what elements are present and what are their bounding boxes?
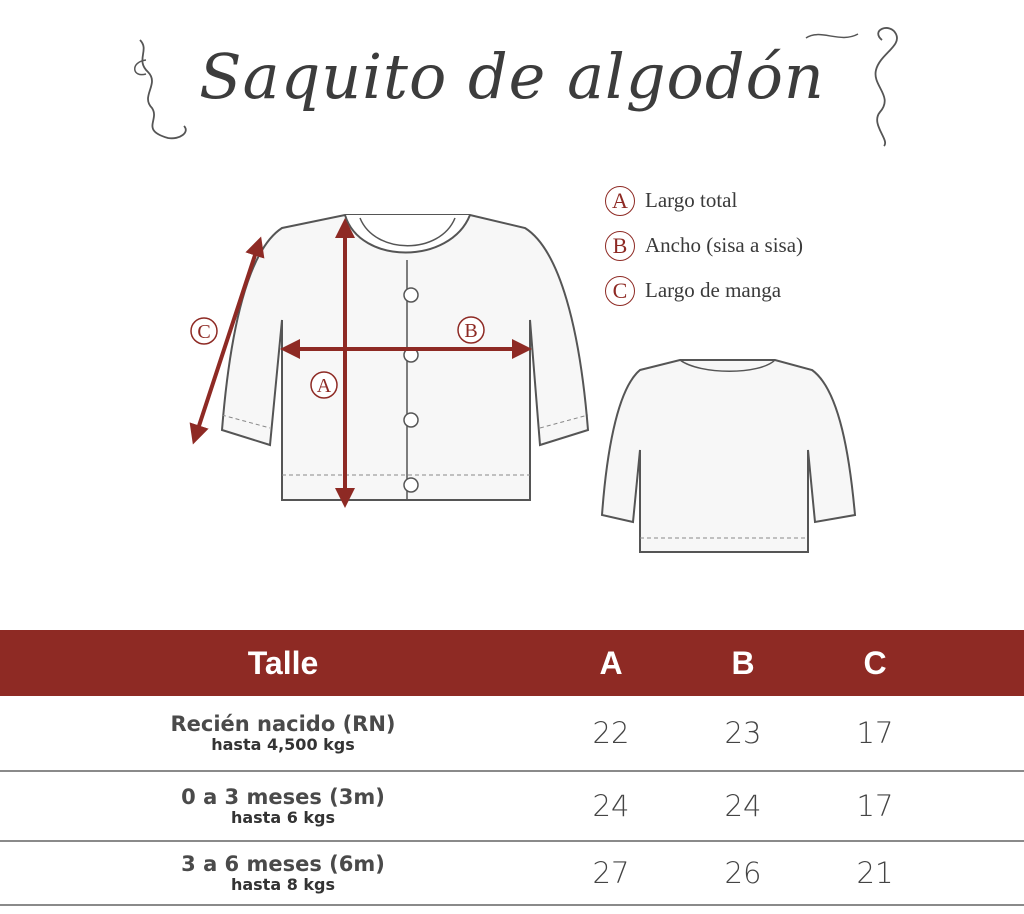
legend-item-c — [605, 268, 803, 313]
value-b: 26 — [656, 841, 830, 905]
value-b: 24 — [656, 771, 830, 841]
value-c: 17 — [830, 771, 920, 841]
table-row — [0, 696, 1024, 771]
value-a: 22 — [566, 696, 656, 771]
header-a: A — [599, 644, 623, 681]
table-row — [0, 771, 1024, 841]
value-a: 24 — [566, 771, 656, 841]
size-table — [0, 630, 1024, 906]
value-b: 23 — [656, 696, 830, 771]
value-c: 21 — [830, 841, 920, 905]
header-b: B — [731, 644, 755, 681]
size-name: 3 a 6 meses (6m) — [181, 852, 385, 876]
size-weight: hasta 8 kgs — [230, 875, 336, 894]
table-row — [0, 841, 1024, 905]
legend-label: Ancho (sisa a sisa) — [645, 233, 804, 257]
back-jacket-illustration — [602, 360, 855, 552]
value-c: 17 — [830, 696, 920, 771]
measurement-legend — [605, 178, 803, 313]
legend-letter: B — [605, 231, 635, 261]
size-name: 0 a 3 meses (3m) — [181, 785, 385, 809]
value-a: 27 — [566, 841, 656, 905]
legend-letter: A — [605, 186, 635, 216]
legend-item-a — [605, 178, 803, 223]
size-weight: hasta 6 kgs — [230, 808, 336, 827]
title-area — [0, 0, 1024, 160]
measure-b-label: B — [464, 320, 478, 342]
legend-item-b — [605, 223, 803, 268]
size-name: Recién nacido (RN) — [170, 712, 396, 736]
size-weight: hasta 4,500 kgs — [211, 735, 355, 754]
legend-letter: C — [605, 276, 635, 306]
table-header-row — [0, 630, 1024, 696]
measure-c-label: C — [197, 321, 211, 343]
front-jacket-illustration — [222, 215, 588, 500]
measure-a-label: A — [316, 375, 332, 397]
legend-label: Largo de manga — [645, 278, 782, 302]
header-c: C — [863, 644, 887, 681]
page-title: Saquito de algodón — [199, 40, 825, 113]
legend-label: Largo total — [645, 188, 738, 212]
header-talle: Talle — [247, 644, 319, 681]
